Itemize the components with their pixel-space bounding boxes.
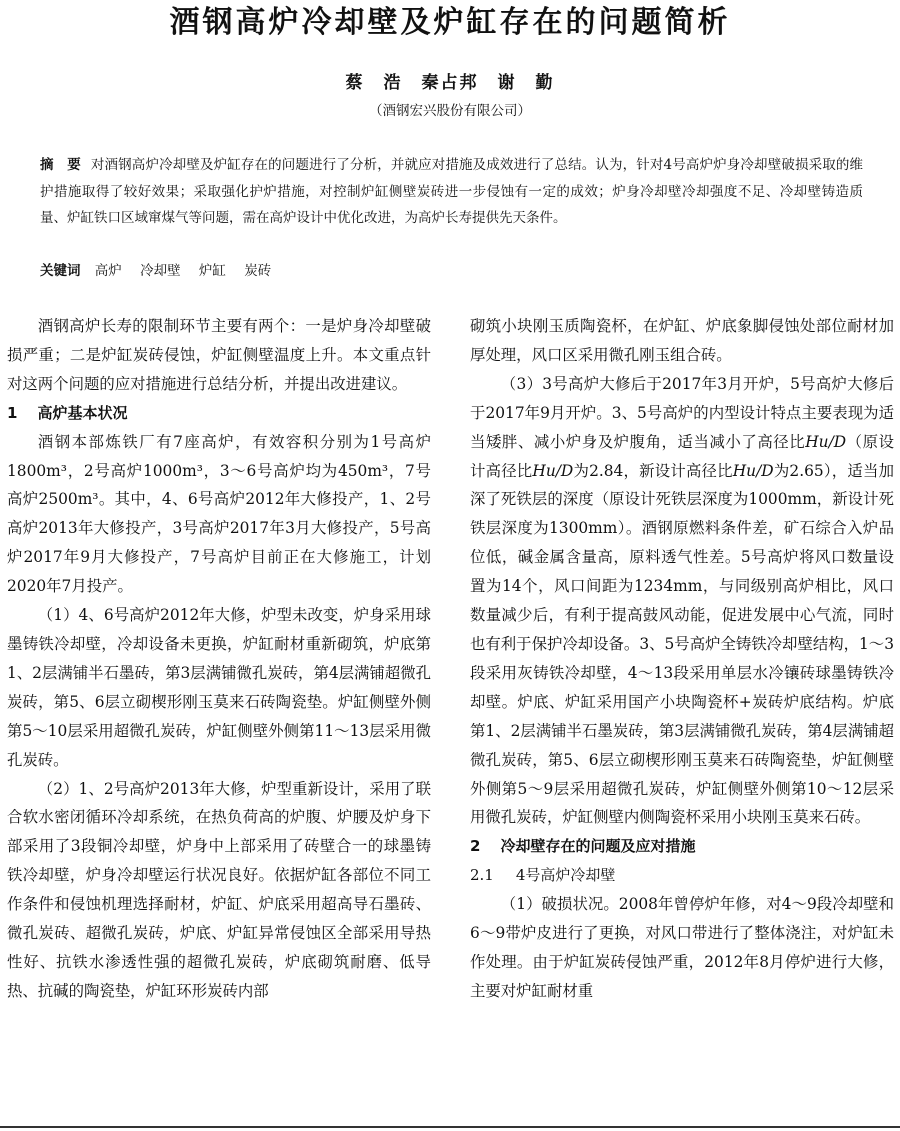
- section-number: 1: [7, 403, 18, 422]
- ratio-symbol: Hu/D: [805, 432, 847, 451]
- right-column: [470, 312, 894, 1006]
- affiliation: （酒钢宏兴股份有限公司）: [369, 103, 531, 119]
- abstract-label: 摘 要: [40, 157, 81, 173]
- keywords: [40, 259, 285, 283]
- authors: 蔡 浩 秦占邦 谢 勤: [345, 73, 555, 93]
- abstract: [40, 152, 863, 232]
- text-run: （原设计高径比: [470, 432, 894, 480]
- left-column: [7, 312, 431, 1006]
- body-paragraph: [470, 370, 894, 833]
- subsection-number: 2.1: [470, 866, 494, 885]
- text-run: 为2.65），适当加深了死铁层的深度（原设计死铁层深度为1000mm，新设计死铁层深度为1300mm）。酒钢原燃料条件差，矿石综合入炉品位低，碱金属含量高，原料透气性差。5号高炉将风口数量设置为14个，风口间距为1234mm，与同级别高炉相比，风口数量减少后，有利于提高鼓风动能，促进发展中心气流，同时也有利于保护冷却设备。3、5号高炉全铸铁冷却壁结构，1～3段采用灰铸铁冷却壁，4～13段采用单层水冷镶砖球墨铸铁冷却壁。炉底、炉缸采用国产小块陶瓷杯+炭砖炉底结构。炉底第1、2层满铺半石墨炭砖，第3层满铺微孔炭砖，第4层满铺超微孔炭砖，第5、6层立砌楔形刚玉莫来石砖陶瓷垫，炉缸侧壁外侧第5～9层采用超微孔炭砖，炉缸侧壁外侧第10～12层采用微孔炭砖，炉缸侧壁内侧陶瓷杯采用小块刚玉莫来石砖。: [470, 461, 894, 827]
- body-paragraph: （2）1、2号高炉2013年大修，炉型重新设计，采用了联合软水密闭循环冷却系统，在热负荷高的炉腹、炉腰及炉身下部采用了3段铜冷却壁，炉身中上部采用了砖壁合一的球墨铸铁冷却壁，炉身冷却壁运行状况良好。依据炉缸各部位不同工作条件和侵蚀机理选择耐材，炉缸、炉底采用超高导石墨砖、微孔炭砖、超微孔炭砖，炉底、炉缸异常侵蚀区全部采用导热性好、抗铁水渗透性强的超微孔炭砖，炉底砌筑耐磨、低导热、抗碱的陶瓷垫，炉缸环形炭砖内部: [7, 779, 431, 1000]
- section-title: 冷却壁存在的问题及应对措施: [500, 837, 696, 856]
- section-number: 2: [470, 837, 481, 856]
- body-paragraph: 酒钢本部炼铁厂有7座高炉，有效容积分别为1号高炉1800m³，2号高炉1000m³，3～6号高炉均为450m³，7号高炉2500m³。其中，4、6号高炉2012年大修投产，1、2号高炉2013年大修投产，3号高炉2017年3月大修投产，5号高炉2017年9月大修投产，7号高炉目前正在大修施工，计划2020年7月投产。: [7, 432, 431, 596]
- body-paragraph: （1）破损状况。2008年曾停炉年修，对4～9段冷却壁和6～9带炉皮进行了更换，对风口带进行了整体浇注，对炉缸未作处理。由于炉缸炭砖侵蚀严重，2012年8月停炉进行大修，主要对炉缸耐材重: [470, 895, 894, 1000]
- keyword-item: 炉缸: [198, 263, 226, 279]
- keywords-label: 关键词: [40, 263, 81, 279]
- section-heading: [7, 399, 431, 428]
- body-paragraph: （1）4、6号高炉2012年大修，炉型未改变，炉身采用球墨铸铁冷却壁，冷却设备未更换，炉缸耐材重新砌筑，炉底第1、2层满铺半石墨砖，第3层满铺微孔炭砖，第4层满铺超微孔炭砖，第5、6层立砌楔形刚玉莫来石砖陶瓷垫。炉缸侧壁外侧第5～10层采用超微孔炭砖，炉缸侧壁外侧第11～13层采用微孔炭砖。: [7, 606, 431, 769]
- body-paragraph: 砌筑小块刚玉质陶瓷杯，在炉缸、炉底象脚侵蚀处部位耐材加厚处理，风口区采用微孔刚玉组合砖。: [470, 317, 894, 364]
- subsection-title: 4号高炉冷却壁: [515, 866, 616, 885]
- intro-paragraph: 酒钢高炉长寿的限制环节主要有两个：一是炉身冷却壁破损严重；二是炉缸炭砖侵蚀，炉缸侧壁温度上升。本文重点针对这两个问题的应对措施进行总结分析，并提出改进建议。: [7, 317, 431, 393]
- text-run: （3）3号高炉大修后于2017年3月开炉，5号高炉大修后于2017年9月开炉。3、5号高炉的内型设计特点主要表现为适当矮胖、减小炉身及炉腹角，适当减小了高径比: [470, 374, 894, 451]
- keyword-item: 冷却壁: [140, 263, 181, 279]
- keyword-item: 高炉: [94, 263, 122, 279]
- bottom-rule: [0, 1126, 900, 1128]
- ratio-symbol: Hu/D: [732, 461, 774, 480]
- subsection-heading: [470, 861, 894, 890]
- abstract-text: 对酒钢高炉冷却壁及炉缸存在的问题进行了分析，并就应对措施及成效进行了总结。认为，针对4号高炉炉身冷却壁破损采取的维护措施取得了较好效果；采取强化护炉措施，对控制炉缸侧壁炭砖进一步侵蚀有一定的成效；炉身冷却壁冷却强度不足、冷却壁铸造质量、炉缸铁口区域窜煤气等问题，需在高炉设计中优化改进，为高炉长寿提供先天条件。: [40, 157, 863, 227]
- keyword-item: 炭砖: [244, 263, 272, 279]
- paper-title: 酒钢高炉冷却壁及炉缸存在的问题简析: [169, 5, 731, 40]
- text-run: 为2.84，新设计高径比: [573, 461, 733, 480]
- section-heading: [470, 832, 894, 861]
- ratio-symbol: Hu/D: [532, 461, 574, 480]
- section-title: 高炉基本状况: [37, 403, 128, 422]
